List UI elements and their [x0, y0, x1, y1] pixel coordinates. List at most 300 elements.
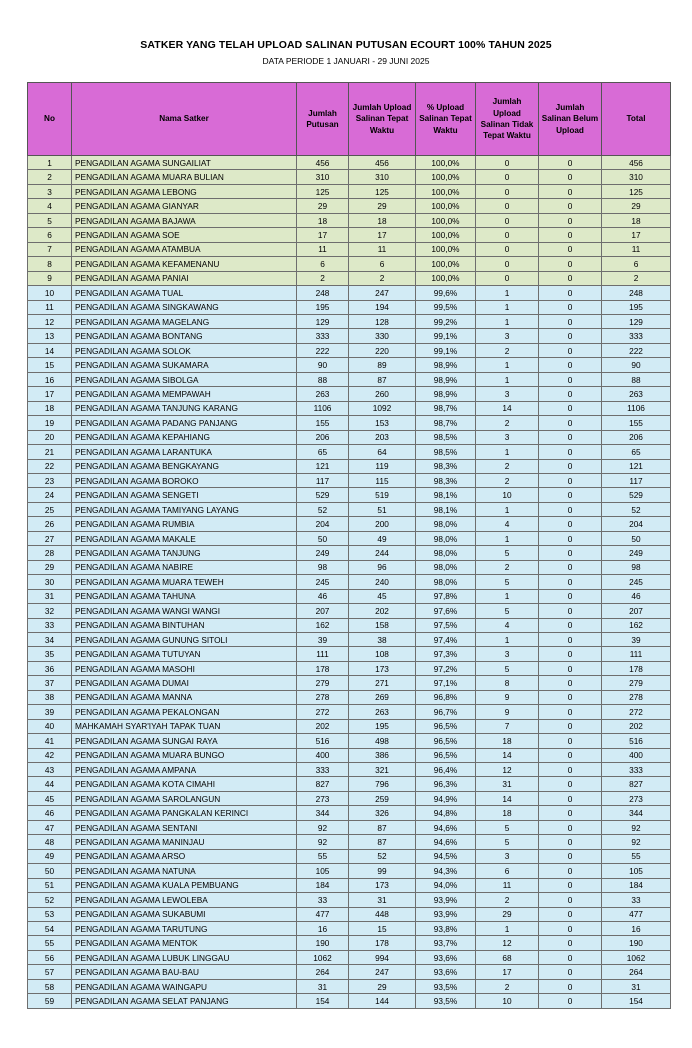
cell-persen-tepat-waktu: 94,6% [416, 835, 476, 849]
cell-jumlah-putusan: 202 [297, 719, 349, 733]
cell-upload-tepat-waktu: 11 [349, 242, 416, 256]
table-row [28, 387, 671, 401]
table-row [28, 734, 671, 748]
cell-belum-upload: 0 [539, 228, 602, 242]
cell-upload-tidak-tepat-waktu: 0 [476, 242, 539, 256]
cell-nama-satker: PENGADILAN AGAMA KEFAMENANU [72, 257, 297, 271]
cell-no: 15 [28, 358, 72, 372]
cell-upload-tepat-waktu: 796 [349, 777, 416, 791]
cell-jumlah-putusan: 190 [297, 936, 349, 950]
cell-upload-tepat-waktu: 115 [349, 473, 416, 487]
cell-upload-tepat-waktu: 448 [349, 907, 416, 921]
cell-nama-satker: PENGADILAN AGAMA MANINJAU [72, 835, 297, 849]
cell-persen-tepat-waktu: 96,5% [416, 734, 476, 748]
table-row [28, 994, 671, 1008]
table-row [28, 257, 671, 271]
cell-persen-tepat-waktu: 94,5% [416, 849, 476, 863]
cell-persen-tepat-waktu: 94,9% [416, 791, 476, 805]
cell-nama-satker: PENGADILAN AGAMA SIBOLGA [72, 372, 297, 386]
table-row [28, 343, 671, 357]
cell-no: 37 [28, 676, 72, 690]
cell-upload-tidak-tepat-waktu: 3 [476, 329, 539, 343]
cell-nama-satker: PENGADILAN AGAMA MENTOK [72, 936, 297, 950]
cell-total: 222 [602, 343, 671, 357]
table-row [28, 763, 671, 777]
cell-belum-upload: 0 [539, 314, 602, 328]
cell-nama-satker: PENGADILAN AGAMA MUARA BULIAN [72, 170, 297, 184]
cell-nama-satker: PENGADILAN AGAMA KUALA PEMBUANG [72, 878, 297, 892]
cell-jumlah-putusan: 11 [297, 242, 349, 256]
cell-total: 2 [602, 271, 671, 285]
table-row [28, 358, 671, 372]
cell-upload-tepat-waktu: 144 [349, 994, 416, 1008]
cell-total: 206 [602, 430, 671, 444]
table-row [28, 488, 671, 502]
cell-jumlah-putusan: 65 [297, 445, 349, 459]
cell-persen-tepat-waktu: 97,6% [416, 604, 476, 618]
cell-no: 42 [28, 748, 72, 762]
cell-jumlah-putusan: 6 [297, 257, 349, 271]
cell-nama-satker: PENGADILAN AGAMA ARSO [72, 849, 297, 863]
cell-persen-tepat-waktu: 98,5% [416, 430, 476, 444]
cell-persen-tepat-waktu: 100,0% [416, 184, 476, 198]
cell-upload-tepat-waktu: 203 [349, 430, 416, 444]
cell-no: 48 [28, 835, 72, 849]
cell-no: 12 [28, 314, 72, 328]
col-header-persen-tepat-waktu: % Upload Salinan Tepat Waktu [416, 83, 476, 156]
cell-belum-upload: 0 [539, 647, 602, 661]
cell-upload-tidak-tepat-waktu: 29 [476, 907, 539, 921]
cell-upload-tepat-waktu: 6 [349, 257, 416, 271]
cell-jumlah-putusan: 278 [297, 690, 349, 704]
cell-no: 22 [28, 459, 72, 473]
cell-belum-upload: 0 [539, 748, 602, 762]
cell-no: 20 [28, 430, 72, 444]
cell-upload-tepat-waktu: 29 [349, 979, 416, 993]
cell-persen-tepat-waktu: 93,9% [416, 907, 476, 921]
cell-upload-tidak-tepat-waktu: 5 [476, 820, 539, 834]
cell-persen-tepat-waktu: 94,6% [416, 820, 476, 834]
cell-persen-tepat-waktu: 93,6% [416, 965, 476, 979]
table-row [28, 849, 671, 863]
cell-upload-tepat-waktu: 519 [349, 488, 416, 502]
cell-upload-tidak-tepat-waktu: 0 [476, 184, 539, 198]
cell-no: 33 [28, 618, 72, 632]
cell-upload-tepat-waktu: 247 [349, 286, 416, 300]
cell-belum-upload: 0 [539, 300, 602, 314]
cell-upload-tidak-tepat-waktu: 0 [476, 257, 539, 271]
cell-persen-tepat-waktu: 100,0% [416, 228, 476, 242]
cell-jumlah-putusan: 31 [297, 979, 349, 993]
table-header-row [28, 83, 671, 156]
cell-no: 18 [28, 401, 72, 415]
cell-total: 92 [602, 820, 671, 834]
cell-persen-tepat-waktu: 98,0% [416, 517, 476, 531]
cell-upload-tepat-waktu: 271 [349, 676, 416, 690]
cell-belum-upload: 0 [539, 546, 602, 560]
cell-persen-tepat-waktu: 97,1% [416, 676, 476, 690]
table-row [28, 647, 671, 661]
cell-upload-tepat-waktu: 15 [349, 922, 416, 936]
cell-no: 36 [28, 661, 72, 675]
cell-persen-tepat-waktu: 98,5% [416, 445, 476, 459]
cell-total: 190 [602, 936, 671, 950]
cell-persen-tepat-waktu: 94,0% [416, 878, 476, 892]
cell-no: 31 [28, 589, 72, 603]
cell-no: 54 [28, 922, 72, 936]
cell-persen-tepat-waktu: 100,0% [416, 213, 476, 227]
cell-upload-tidak-tepat-waktu: 8 [476, 676, 539, 690]
cell-belum-upload: 0 [539, 835, 602, 849]
table-row [28, 271, 671, 285]
cell-no: 32 [28, 604, 72, 618]
cell-persen-tepat-waktu: 98,9% [416, 372, 476, 386]
cell-upload-tidak-tepat-waktu: 1 [476, 372, 539, 386]
cell-jumlah-putusan: 178 [297, 661, 349, 675]
cell-nama-satker: PENGADILAN AGAMA LUBUK LINGGAU [72, 950, 297, 964]
table-row [28, 445, 671, 459]
cell-persen-tepat-waktu: 98,1% [416, 488, 476, 502]
cell-persen-tepat-waktu: 94,8% [416, 806, 476, 820]
cell-upload-tidak-tepat-waktu: 1 [476, 286, 539, 300]
cell-jumlah-putusan: 248 [297, 286, 349, 300]
cell-upload-tepat-waktu: 202 [349, 604, 416, 618]
cell-persen-tepat-waktu: 98,7% [416, 401, 476, 415]
cell-nama-satker: MAHKAMAH SYAR'IYAH TAPAK TUAN [72, 719, 297, 733]
cell-no: 40 [28, 719, 72, 733]
cell-total: 264 [602, 965, 671, 979]
cell-belum-upload: 0 [539, 604, 602, 618]
cell-belum-upload: 0 [539, 661, 602, 675]
cell-persen-tepat-waktu: 98,0% [416, 546, 476, 560]
cell-jumlah-putusan: 155 [297, 416, 349, 430]
cell-total: 98 [602, 560, 671, 574]
cell-jumlah-putusan: 456 [297, 156, 349, 170]
table-row [28, 893, 671, 907]
cell-jumlah-putusan: 39 [297, 632, 349, 646]
table-row [28, 213, 671, 227]
cell-jumlah-putusan: 17 [297, 228, 349, 242]
cell-upload-tepat-waktu: 87 [349, 835, 416, 849]
cell-total: 33 [602, 893, 671, 907]
table-row [28, 170, 671, 184]
cell-upload-tepat-waktu: 456 [349, 156, 416, 170]
cell-nama-satker: PENGADILAN AGAMA ATAMBUA [72, 242, 297, 256]
cell-belum-upload: 0 [539, 705, 602, 719]
cell-upload-tepat-waktu: 260 [349, 387, 416, 401]
cell-persen-tepat-waktu: 98,0% [416, 560, 476, 574]
cell-upload-tidak-tepat-waktu: 17 [476, 965, 539, 979]
cell-belum-upload: 0 [539, 864, 602, 878]
cell-total: 1062 [602, 950, 671, 964]
cell-upload-tidak-tepat-waktu: 0 [476, 156, 539, 170]
satker-upload-table [27, 82, 671, 1009]
cell-upload-tidak-tepat-waktu: 3 [476, 647, 539, 661]
cell-upload-tidak-tepat-waktu: 12 [476, 763, 539, 777]
cell-upload-tidak-tepat-waktu: 0 [476, 199, 539, 213]
cell-upload-tidak-tepat-waktu: 2 [476, 979, 539, 993]
cell-belum-upload: 0 [539, 893, 602, 907]
cell-upload-tidak-tepat-waktu: 5 [476, 546, 539, 560]
table-row [28, 618, 671, 632]
cell-upload-tepat-waktu: 173 [349, 878, 416, 892]
cell-upload-tepat-waktu: 330 [349, 329, 416, 343]
cell-no: 45 [28, 791, 72, 805]
table-row [28, 748, 671, 762]
table-row [28, 314, 671, 328]
cell-upload-tepat-waktu: 119 [349, 459, 416, 473]
cell-upload-tepat-waktu: 2 [349, 271, 416, 285]
cell-jumlah-putusan: 55 [297, 849, 349, 863]
cell-total: 92 [602, 835, 671, 849]
cell-upload-tepat-waktu: 64 [349, 445, 416, 459]
cell-persen-tepat-waktu: 93,7% [416, 936, 476, 950]
cell-no: 57 [28, 965, 72, 979]
table-row [28, 965, 671, 979]
table-row [28, 430, 671, 444]
cell-no: 53 [28, 907, 72, 921]
cell-total: 1106 [602, 401, 671, 415]
table-row [28, 979, 671, 993]
cell-total: 11 [602, 242, 671, 256]
cell-jumlah-putusan: 2 [297, 271, 349, 285]
cell-nama-satker: PENGADILAN AGAMA BENGKAYANG [72, 459, 297, 473]
cell-belum-upload: 0 [539, 575, 602, 589]
cell-total: 117 [602, 473, 671, 487]
cell-belum-upload: 0 [539, 763, 602, 777]
cell-nama-satker: PENGADILAN AGAMA SOE [72, 228, 297, 242]
cell-total: 273 [602, 791, 671, 805]
cell-persen-tepat-waktu: 96,5% [416, 748, 476, 762]
cell-no: 50 [28, 864, 72, 878]
cell-upload-tidak-tepat-waktu: 2 [476, 459, 539, 473]
cell-belum-upload: 0 [539, 849, 602, 863]
cell-nama-satker: PENGADILAN AGAMA BOROKO [72, 473, 297, 487]
cell-nama-satker: PENGADILAN AGAMA KOTA CIMAHI [72, 777, 297, 791]
report-title: SATKER YANG TELAH UPLOAD SALINAN PUTUSAN ECOURT 100% TAHUN 2025 [140, 39, 552, 51]
cell-belum-upload: 0 [539, 213, 602, 227]
cell-belum-upload: 0 [539, 965, 602, 979]
cell-belum-upload: 0 [539, 199, 602, 213]
cell-upload-tidak-tepat-waktu: 0 [476, 228, 539, 242]
cell-belum-upload: 0 [539, 271, 602, 285]
cell-persen-tepat-waktu: 100,0% [416, 170, 476, 184]
cell-jumlah-putusan: 204 [297, 517, 349, 531]
cell-jumlah-putusan: 16 [297, 922, 349, 936]
cell-no: 39 [28, 705, 72, 719]
cell-belum-upload: 0 [539, 416, 602, 430]
cell-persen-tepat-waktu: 93,8% [416, 922, 476, 936]
cell-jumlah-putusan: 18 [297, 213, 349, 227]
cell-upload-tepat-waktu: 31 [349, 893, 416, 907]
cell-no: 59 [28, 994, 72, 1008]
cell-no: 34 [28, 632, 72, 646]
cell-belum-upload: 0 [539, 994, 602, 1008]
cell-upload-tidak-tepat-waktu: 9 [476, 705, 539, 719]
cell-upload-tepat-waktu: 247 [349, 965, 416, 979]
cell-no: 49 [28, 849, 72, 863]
cell-total: 272 [602, 705, 671, 719]
cell-jumlah-putusan: 333 [297, 329, 349, 343]
cell-upload-tepat-waktu: 220 [349, 343, 416, 357]
cell-total: 90 [602, 358, 671, 372]
cell-total: 16 [602, 922, 671, 936]
cell-upload-tepat-waktu: 269 [349, 690, 416, 704]
cell-no: 38 [28, 690, 72, 704]
cell-nama-satker: PENGADILAN AGAMA SENTANI [72, 820, 297, 834]
table-row [28, 705, 671, 719]
cell-persen-tepat-waktu: 97,3% [416, 647, 476, 661]
cell-nama-satker: PENGADILAN AGAMA TANJUNG KARANG [72, 401, 297, 415]
table-row [28, 401, 671, 415]
cell-upload-tepat-waktu: 125 [349, 184, 416, 198]
cell-nama-satker: PENGADILAN AGAMA SUNGAILIAT [72, 156, 297, 170]
table-row [28, 517, 671, 531]
cell-nama-satker: PENGADILAN AGAMA PADANG PANJANG [72, 416, 297, 430]
cell-upload-tidak-tepat-waktu: 6 [476, 864, 539, 878]
cell-belum-upload: 0 [539, 560, 602, 574]
cell-persen-tepat-waktu: 100,0% [416, 199, 476, 213]
cell-upload-tepat-waktu: 386 [349, 748, 416, 762]
cell-nama-satker: PENGADILAN AGAMA SINGKAWANG [72, 300, 297, 314]
col-header-nama-satker: Nama Satker [72, 83, 297, 156]
cell-jumlah-putusan: 33 [297, 893, 349, 907]
cell-jumlah-putusan: 92 [297, 820, 349, 834]
cell-no: 9 [28, 271, 72, 285]
cell-nama-satker: PENGADILAN AGAMA MUARA TEWEH [72, 575, 297, 589]
cell-persen-tepat-waktu: 97,2% [416, 661, 476, 675]
cell-upload-tepat-waktu: 29 [349, 199, 416, 213]
cell-persen-tepat-waktu: 96,8% [416, 690, 476, 704]
cell-total: 154 [602, 994, 671, 1008]
cell-total: 400 [602, 748, 671, 762]
cell-belum-upload: 0 [539, 690, 602, 704]
cell-total: 50 [602, 531, 671, 545]
cell-no: 17 [28, 387, 72, 401]
cell-jumlah-putusan: 117 [297, 473, 349, 487]
table-row [28, 922, 671, 936]
cell-no: 52 [28, 893, 72, 907]
cell-upload-tidak-tepat-waktu: 5 [476, 661, 539, 675]
cell-jumlah-putusan: 92 [297, 835, 349, 849]
cell-belum-upload: 0 [539, 329, 602, 343]
cell-persen-tepat-waktu: 99,1% [416, 329, 476, 343]
cell-no: 43 [28, 763, 72, 777]
cell-total: 333 [602, 329, 671, 343]
table-body [28, 156, 671, 1009]
cell-jumlah-putusan: 249 [297, 546, 349, 560]
table-row [28, 907, 671, 921]
cell-persen-tepat-waktu: 97,4% [416, 632, 476, 646]
cell-no: 26 [28, 517, 72, 531]
cell-belum-upload: 0 [539, 589, 602, 603]
cell-total: 65 [602, 445, 671, 459]
cell-nama-satker: PENGADILAN AGAMA BAU-BAU [72, 965, 297, 979]
cell-upload-tidak-tepat-waktu: 14 [476, 401, 539, 415]
col-header-belum-upload: Jumlah Salinan Belum Upload [539, 83, 602, 156]
table-row [28, 820, 671, 834]
cell-total: 17 [602, 228, 671, 242]
cell-nama-satker: PENGADILAN AGAMA SUNGAI RAYA [72, 734, 297, 748]
table-row [28, 300, 671, 314]
cell-persen-tepat-waktu: 100,0% [416, 271, 476, 285]
table-row [28, 199, 671, 213]
col-header-no: No [28, 83, 72, 156]
cell-nama-satker: PENGADILAN AGAMA GIANYAR [72, 199, 297, 213]
cell-no: 21 [28, 445, 72, 459]
cell-jumlah-putusan: 98 [297, 560, 349, 574]
cell-upload-tepat-waktu: 326 [349, 806, 416, 820]
table-row [28, 661, 671, 675]
table-row [28, 286, 671, 300]
cell-jumlah-putusan: 333 [297, 763, 349, 777]
cell-upload-tidak-tepat-waktu: 31 [476, 777, 539, 791]
cell-upload-tidak-tepat-waktu: 1 [476, 589, 539, 603]
cell-total: 129 [602, 314, 671, 328]
col-header-upload-tepat-waktu: Jumlah Upload Salinan Tepat Waktu [349, 83, 416, 156]
cell-total: 344 [602, 806, 671, 820]
cell-nama-satker: PENGADILAN AGAMA MAGELANG [72, 314, 297, 328]
cell-no: 56 [28, 950, 72, 964]
cell-total: 184 [602, 878, 671, 892]
cell-no: 6 [28, 228, 72, 242]
cell-total: 39 [602, 632, 671, 646]
cell-no: 28 [28, 546, 72, 560]
cell-nama-satker: PENGADILAN AGAMA MANNA [72, 690, 297, 704]
cell-upload-tepat-waktu: 38 [349, 632, 416, 646]
cell-belum-upload: 0 [539, 184, 602, 198]
cell-upload-tepat-waktu: 259 [349, 791, 416, 805]
cell-upload-tepat-waktu: 49 [349, 531, 416, 545]
cell-persen-tepat-waktu: 96,5% [416, 719, 476, 733]
cell-belum-upload: 0 [539, 445, 602, 459]
cell-belum-upload: 0 [539, 950, 602, 964]
table-row [28, 531, 671, 545]
table-row [28, 156, 671, 170]
cell-belum-upload: 0 [539, 488, 602, 502]
cell-upload-tidak-tepat-waktu: 1 [476, 502, 539, 516]
cell-jumlah-putusan: 310 [297, 170, 349, 184]
cell-upload-tepat-waktu: 128 [349, 314, 416, 328]
cell-no: 5 [28, 213, 72, 227]
cell-persen-tepat-waktu: 93,6% [416, 950, 476, 964]
cell-belum-upload: 0 [539, 632, 602, 646]
cell-upload-tepat-waktu: 173 [349, 661, 416, 675]
cell-total: 248 [602, 286, 671, 300]
cell-upload-tidak-tepat-waktu: 14 [476, 791, 539, 805]
cell-upload-tidak-tepat-waktu: 18 [476, 806, 539, 820]
cell-persen-tepat-waktu: 94,3% [416, 864, 476, 878]
cell-upload-tepat-waktu: 89 [349, 358, 416, 372]
cell-upload-tidak-tepat-waktu: 5 [476, 575, 539, 589]
col-header-upload-tidak-tepat-waktu: Jumlah Upload Salinan Tidak Tepat Waktu [476, 83, 539, 156]
cell-upload-tidak-tepat-waktu: 4 [476, 517, 539, 531]
cell-upload-tepat-waktu: 310 [349, 170, 416, 184]
cell-upload-tidak-tepat-waktu: 9 [476, 690, 539, 704]
table-row [28, 416, 671, 430]
cell-upload-tidak-tepat-waktu: 1 [476, 314, 539, 328]
cell-no: 51 [28, 878, 72, 892]
cell-total: 204 [602, 517, 671, 531]
cell-no: 7 [28, 242, 72, 256]
cell-upload-tepat-waktu: 1092 [349, 401, 416, 415]
table-row [28, 878, 671, 892]
cell-upload-tidak-tepat-waktu: 2 [476, 416, 539, 430]
cell-persen-tepat-waktu: 93,5% [416, 979, 476, 993]
cell-no: 11 [28, 300, 72, 314]
cell-total: 162 [602, 618, 671, 632]
cell-no: 3 [28, 184, 72, 198]
